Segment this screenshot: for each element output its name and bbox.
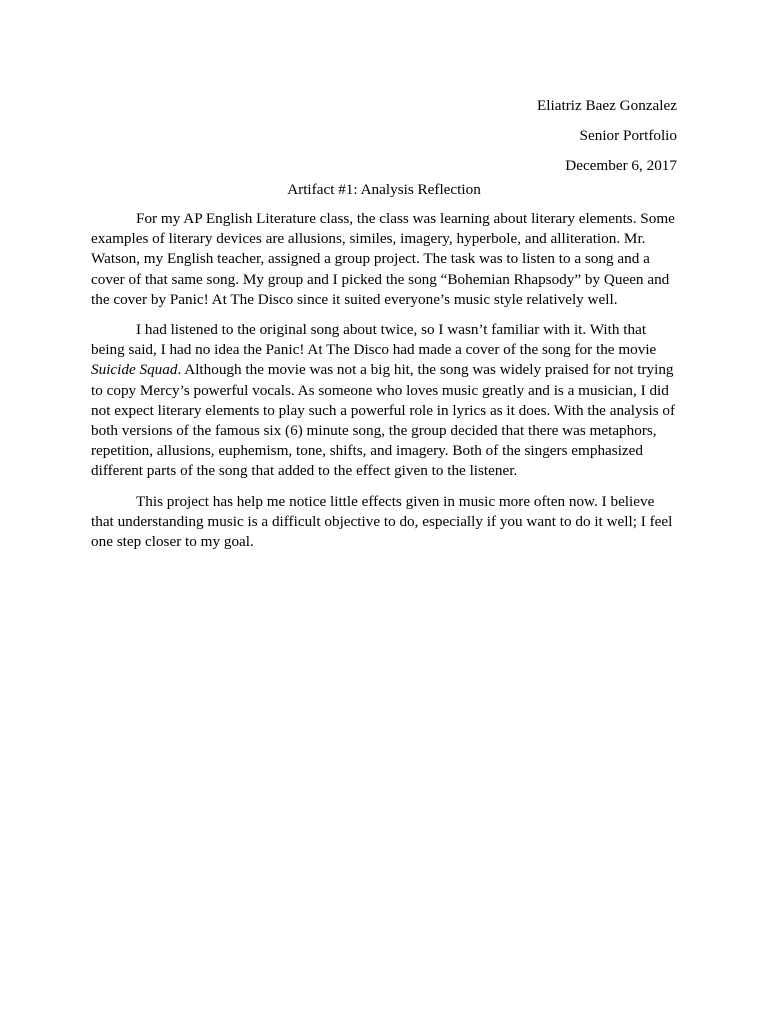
- paragraph-1: [91, 209, 685, 310]
- document-title: Artifact #1: Analysis Reflection: [287, 181, 481, 198]
- paragraph-line: [91, 360, 685, 380]
- document-header: [537, 91, 677, 181]
- paragraph-line: For my AP English Literature class, the class was learning about literary elements. Some: [136, 210, 675, 227]
- movie-title: Suicide Squad: [91, 361, 178, 379]
- paragraph-2: [91, 320, 685, 482]
- paragraph-line: both versions of the famous six (6) minute song, the group decided that there was metaphors,: [91, 422, 657, 440]
- document-date: December 6, 2017: [565, 157, 677, 174]
- paragraph-line: I had listened to the original song about twice, so I wasn’t familiar with it. With that: [136, 321, 647, 339]
- paragraph-line: one step closer to my goal.: [91, 533, 254, 551]
- paragraph-line-rest: . Although the movie was not a big hit, the song was widely praised for not trying: [177, 361, 674, 379]
- paragraph-3: [91, 492, 685, 553]
- paragraph-line: Watson, my English teacher, assigned a group project. The task was to listen to a song and a: [91, 250, 650, 268]
- author-name: Eliatriz Baez Gonzalez: [537, 97, 677, 114]
- paragraph-line: different parts of the song that added to the effect given to the listener.: [91, 462, 518, 480]
- paragraph-line: cover of that same song. My group and I picked the song “Bohemian Rhapsody” by Queen and: [91, 270, 670, 288]
- paragraph-line: examples of literary devices are allusions, similes, imagery, hyperbole, and alliteration. Mr.: [91, 230, 646, 248]
- paragraph-line: not expect literary elements to play such a powerful role in lyrics as it does. With the analysis of: [91, 401, 676, 419]
- paragraph-line: to copy Mercy’s powerful vocals. As someone who loves music greatly and is a musician, I did: [91, 381, 669, 399]
- paragraph-line: repetition, allusions, euphemism, tone, shifts, and imagery. Both of the singers emphasized: [91, 442, 643, 460]
- paragraph-line: This project has help me notice little effects given in music more often now. I believe: [136, 492, 655, 510]
- paragraph-line: being said, I had no idea the Panic! At The Disco had made a cover of the song for the movie: [91, 341, 657, 359]
- document-body: [91, 209, 685, 562]
- course-name: Senior Portfolio: [579, 127, 677, 144]
- paragraph-line: the cover by Panic! At The Disco since it suited everyone’s music style relatively well.: [91, 290, 618, 308]
- paragraph-line: that understanding music is a difficult objective to do, especially if you want to do it well; I feel: [91, 512, 673, 530]
